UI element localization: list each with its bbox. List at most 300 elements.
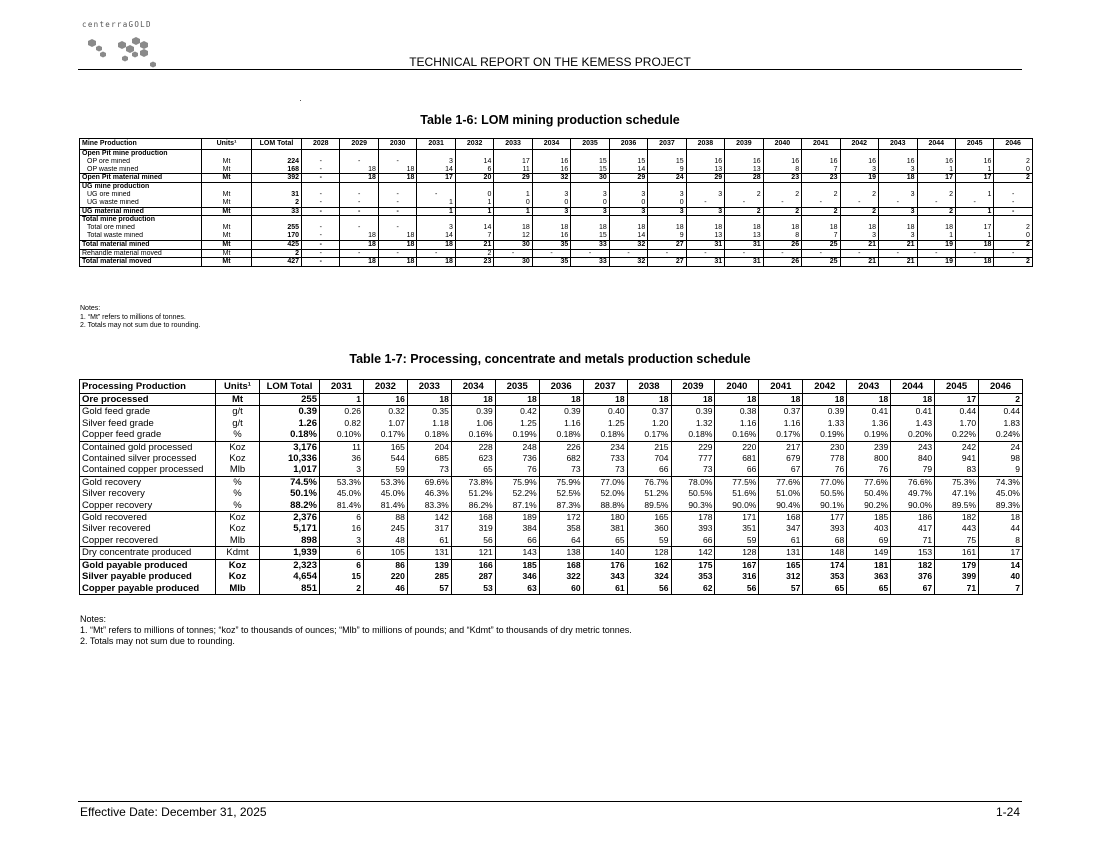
value-cell: 941 <box>935 453 979 464</box>
value-cell: 3 <box>879 166 917 174</box>
value-cell: 0.17% <box>759 429 803 441</box>
unit-cell: Mt <box>216 394 260 406</box>
value-cell: 24 <box>648 174 686 183</box>
value-cell: 90.3% <box>671 500 715 512</box>
value-cell: 50.1% <box>260 488 320 499</box>
value-cell: 73 <box>671 464 715 476</box>
value-cell: 2 <box>979 394 1023 406</box>
value-cell: 35 <box>532 258 570 267</box>
value-cell: 32 <box>609 240 647 249</box>
unit-cell: Koz <box>216 453 260 464</box>
value-cell: - <box>840 249 878 258</box>
value-cell: 81.4% <box>363 500 407 512</box>
value-cell: - <box>302 199 340 207</box>
value-cell: 1.26 <box>260 418 320 429</box>
value-cell: - <box>994 207 1032 216</box>
unit-cell <box>202 150 252 158</box>
stray-dot <box>300 100 301 101</box>
value-cell: 45.0% <box>979 488 1023 499</box>
column-header: 2036 <box>539 380 583 394</box>
value-cell <box>686 183 724 191</box>
value-cell: 66 <box>495 535 539 547</box>
value-cell: 56 <box>627 583 671 595</box>
value-cell: 83.3% <box>407 500 451 512</box>
value-cell: 66 <box>627 464 671 476</box>
value-cell: 18 <box>378 240 416 249</box>
value-cell: 6 <box>320 559 364 571</box>
column-header: 2040 <box>715 380 759 394</box>
value-cell: - <box>917 249 955 258</box>
value-cell <box>840 216 878 224</box>
value-cell: 31 <box>252 191 302 199</box>
value-cell: 18 <box>840 224 878 232</box>
value-cell: 44 <box>979 523 1023 534</box>
value-cell: 6 <box>455 166 493 174</box>
value-cell <box>340 216 378 224</box>
value-cell: 170 <box>252 232 302 240</box>
value-cell: 2 <box>320 583 364 595</box>
value-cell: 12 <box>494 232 532 240</box>
row-label: Gold recovery <box>80 476 216 488</box>
value-cell: 2 <box>252 249 302 258</box>
value-cell: 66 <box>671 535 715 547</box>
value-cell: 11 <box>320 441 364 453</box>
value-cell: 18 <box>532 224 570 232</box>
value-cell: 425 <box>252 240 302 249</box>
value-cell: 29 <box>686 174 724 183</box>
value-cell: 1 <box>494 191 532 199</box>
value-cell: 16 <box>879 158 917 166</box>
value-cell <box>955 150 993 158</box>
value-cell: 63 <box>495 583 539 595</box>
value-cell: 20 <box>455 174 493 183</box>
row-label: Rehandle material moved <box>80 249 202 258</box>
effective-date: Effective Date: December 31, 2025 <box>80 805 267 819</box>
value-cell: 25 <box>802 240 840 249</box>
value-cell <box>378 183 416 191</box>
value-cell: 0 <box>571 199 609 207</box>
value-cell: 1.32 <box>671 418 715 429</box>
value-cell: 0.17% <box>363 429 407 441</box>
table-row <box>80 488 1023 499</box>
row-label: OP waste mined <box>80 166 202 174</box>
value-cell: 3 <box>840 232 878 240</box>
table-row <box>80 571 1023 582</box>
value-cell: 88 <box>363 512 407 524</box>
unit-cell: Mt <box>202 158 252 166</box>
value-cell <box>763 183 801 191</box>
value-cell: 2 <box>252 199 302 207</box>
value-cell: - <box>417 249 455 258</box>
value-cell: 220 <box>715 441 759 453</box>
value-cell: 14 <box>417 166 455 174</box>
value-cell: 23 <box>763 174 801 183</box>
value-cell <box>532 183 570 191</box>
column-header: 2041 <box>759 380 803 394</box>
value-cell: - <box>686 249 724 258</box>
table-row <box>80 150 1033 158</box>
table-row <box>80 429 1023 441</box>
value-cell: 2 <box>994 158 1032 166</box>
value-cell <box>302 150 340 158</box>
value-cell: - <box>302 191 340 199</box>
value-cell: 185 <box>847 512 891 524</box>
value-cell: - <box>378 224 416 232</box>
value-cell: 60 <box>539 583 583 595</box>
value-cell: 165 <box>627 512 671 524</box>
value-cell <box>417 183 455 191</box>
value-cell: 73 <box>583 464 627 476</box>
value-cell: 16 <box>686 158 724 166</box>
value-cell: 1.43 <box>891 418 935 429</box>
value-cell <box>879 150 917 158</box>
value-cell: - <box>340 158 378 166</box>
table2-header-row <box>80 380 1023 394</box>
column-header: 2041 <box>802 139 840 150</box>
unit-cell: Mt <box>202 191 252 199</box>
value-cell: 45.0% <box>363 488 407 499</box>
value-cell: - <box>879 199 917 207</box>
value-cell: 393 <box>671 523 715 534</box>
column-header: 2035 <box>571 139 609 150</box>
value-cell: 0 <box>455 191 493 199</box>
value-cell <box>955 183 993 191</box>
column-header: 2033 <box>494 139 532 150</box>
value-cell: 255 <box>252 224 302 232</box>
value-cell: 73.8% <box>451 476 495 488</box>
value-cell: 17 <box>955 224 993 232</box>
unit-cell: Mlb <box>216 535 260 547</box>
value-cell: - <box>378 199 416 207</box>
column-header: 2034 <box>451 380 495 394</box>
value-cell: 31 <box>686 258 724 267</box>
value-cell: - <box>302 258 340 267</box>
column-header: Units¹ <box>216 380 260 394</box>
value-cell: 76.6% <box>891 476 935 488</box>
value-cell: - <box>917 199 955 207</box>
value-cell: 1.33 <box>803 418 847 429</box>
value-cell: 14 <box>455 224 493 232</box>
value-cell <box>609 150 647 158</box>
column-header: 2031 <box>320 380 364 394</box>
value-cell <box>571 216 609 224</box>
value-cell: 8 <box>763 232 801 240</box>
value-cell: 57 <box>759 583 803 595</box>
value-cell: 0.16% <box>715 429 759 441</box>
value-cell: 18 <box>340 240 378 249</box>
value-cell: 0.24% <box>979 429 1023 441</box>
value-cell: 23 <box>455 258 493 267</box>
column-header: 2040 <box>763 139 801 150</box>
value-cell: 0.39 <box>451 406 495 418</box>
value-cell: - <box>378 158 416 166</box>
value-cell <box>994 150 1032 158</box>
value-cell: 2 <box>917 191 955 199</box>
value-cell: - <box>378 191 416 199</box>
column-header: 2045 <box>935 380 979 394</box>
value-cell: 800 <box>847 453 891 464</box>
value-cell <box>571 150 609 158</box>
table-row <box>80 512 1023 524</box>
value-cell: 343 <box>583 571 627 582</box>
value-cell: 3 <box>840 166 878 174</box>
value-cell: 3,176 <box>260 441 320 453</box>
value-cell: - <box>302 166 340 174</box>
value-cell: 18 <box>847 394 891 406</box>
value-cell: 33 <box>252 207 302 216</box>
row-label: Dry concentrate produced <box>80 547 216 559</box>
value-cell <box>994 183 1032 191</box>
value-cell: - <box>340 191 378 199</box>
value-cell: 230 <box>803 441 847 453</box>
row-label: Open Pit material mined <box>80 174 202 183</box>
value-cell: 9 <box>979 464 1023 476</box>
unit-cell: Mt <box>202 174 252 183</box>
value-cell: 0.20% <box>891 429 935 441</box>
value-cell: 0.42 <box>495 406 539 418</box>
table-row <box>80 258 1033 267</box>
value-cell: 353 <box>803 571 847 582</box>
value-cell: 0.37 <box>627 406 671 418</box>
row-label: Total mine production <box>80 216 202 224</box>
table-row <box>80 418 1023 429</box>
value-cell: 24 <box>979 441 1023 453</box>
value-cell: 16 <box>802 158 840 166</box>
value-cell: 71 <box>891 535 935 547</box>
value-cell: 17 <box>979 547 1023 559</box>
value-cell: 131 <box>759 547 803 559</box>
column-header: 2031 <box>417 139 455 150</box>
column-header: 2033 <box>407 380 451 394</box>
column-header: 2037 <box>583 380 627 394</box>
value-cell: 1.25 <box>495 418 539 429</box>
value-cell <box>455 183 493 191</box>
value-cell: 64 <box>539 535 583 547</box>
value-cell: 77.5% <box>715 476 759 488</box>
value-cell <box>532 150 570 158</box>
value-cell: 851 <box>260 583 320 595</box>
value-cell: 89.5% <box>935 500 979 512</box>
value-cell: 346 <box>495 571 539 582</box>
row-label: UG material mined <box>80 207 202 216</box>
row-label: Copper recovered <box>80 535 216 547</box>
table-row <box>80 249 1033 258</box>
value-cell: 52.0% <box>583 488 627 499</box>
value-cell: 1.18 <box>407 418 451 429</box>
value-cell <box>917 183 955 191</box>
value-cell: 1 <box>455 199 493 207</box>
value-cell: - <box>725 199 763 207</box>
value-cell: 61 <box>407 535 451 547</box>
value-cell: 167 <box>715 559 759 571</box>
value-cell: 175 <box>671 559 715 571</box>
value-cell: 0.39 <box>671 406 715 418</box>
column-header: 2038 <box>627 380 671 394</box>
row-label: Total waste mined <box>80 232 202 240</box>
column-header: 2034 <box>532 139 570 150</box>
value-cell <box>252 150 302 158</box>
value-cell: 74.5% <box>260 476 320 488</box>
value-cell: - <box>417 191 455 199</box>
unit-cell: Mt <box>202 258 252 267</box>
value-cell: 50.5% <box>671 488 715 499</box>
value-cell: 166 <box>451 559 495 571</box>
value-cell: 2,323 <box>260 559 320 571</box>
unit-cell: Kdmt <box>216 547 260 559</box>
row-label: Total material mined <box>80 240 202 249</box>
value-cell <box>648 216 686 224</box>
value-cell: 351 <box>715 523 759 534</box>
value-cell: 0.17% <box>627 429 671 441</box>
value-cell: 18 <box>917 224 955 232</box>
value-cell: 75.3% <box>935 476 979 488</box>
value-cell: 69 <box>847 535 891 547</box>
unit-cell: Mt <box>202 249 252 258</box>
value-cell: 0 <box>532 199 570 207</box>
column-header: 2043 <box>847 380 891 394</box>
value-cell: 443 <box>935 523 979 534</box>
row-label: Gold recovered <box>80 512 216 524</box>
value-cell <box>725 183 763 191</box>
value-cell: 229 <box>671 441 715 453</box>
value-cell: 0.10% <box>320 429 364 441</box>
value-cell: 1 <box>494 207 532 216</box>
value-cell <box>302 216 340 224</box>
table-row <box>80 232 1033 240</box>
value-cell: 6 <box>320 512 364 524</box>
value-cell: 18 <box>417 258 455 267</box>
table2-note: 2. Totals may not sum due to rounding. <box>80 636 235 646</box>
value-cell: 0.41 <box>891 406 935 418</box>
value-cell: 14 <box>609 232 647 240</box>
value-cell: - <box>763 199 801 207</box>
table-row <box>80 406 1023 418</box>
value-cell: 0 <box>494 199 532 207</box>
value-cell: 86 <box>363 559 407 571</box>
value-cell: 2 <box>802 191 840 199</box>
value-cell: 30 <box>494 258 532 267</box>
value-cell: 704 <box>627 453 671 464</box>
value-cell: 180 <box>583 512 627 524</box>
report-title: TECHNICAL REPORT ON THE KEMESS PROJECT <box>409 55 691 69</box>
value-cell: 18 <box>340 232 378 240</box>
column-header: 2028 <box>302 139 340 150</box>
table-row <box>80 547 1023 559</box>
value-cell: 18 <box>725 224 763 232</box>
value-cell: 18 <box>671 394 715 406</box>
value-cell <box>686 216 724 224</box>
value-cell: 0.19% <box>495 429 539 441</box>
table-row <box>80 199 1033 207</box>
value-cell: 3 <box>648 207 686 216</box>
value-cell: 56 <box>451 535 495 547</box>
row-label: Contained gold processed <box>80 441 216 453</box>
value-cell: 2 <box>994 174 1032 183</box>
value-cell: 174 <box>803 559 847 571</box>
column-header: Mine Production <box>80 139 202 150</box>
value-cell: 2 <box>994 224 1032 232</box>
value-cell: 13 <box>725 166 763 174</box>
value-cell: 59 <box>715 535 759 547</box>
value-cell: 47.1% <box>935 488 979 499</box>
value-cell: 26 <box>763 240 801 249</box>
value-cell: 248 <box>495 441 539 453</box>
value-cell: 68 <box>803 535 847 547</box>
value-cell: 78.0% <box>671 476 715 488</box>
table-row <box>80 207 1033 216</box>
value-cell: 3 <box>648 191 686 199</box>
value-cell: 733 <box>583 453 627 464</box>
value-cell: 2 <box>917 207 955 216</box>
unit-cell: Mt <box>202 240 252 249</box>
value-cell: 161 <box>935 547 979 559</box>
value-cell: 0.16% <box>451 429 495 441</box>
column-header: 2037 <box>648 139 686 150</box>
value-cell: 18 <box>891 394 935 406</box>
value-cell: 2 <box>994 240 1032 249</box>
unit-cell: % <box>216 500 260 512</box>
row-label: Copper payable produced <box>80 583 216 595</box>
value-cell: 3 <box>417 158 455 166</box>
value-cell <box>686 150 724 158</box>
value-cell <box>648 150 686 158</box>
value-cell: 90.4% <box>759 500 803 512</box>
unit-cell: Mt <box>202 166 252 174</box>
value-cell: 177 <box>803 512 847 524</box>
value-cell: 358 <box>539 523 583 534</box>
column-header: 2032 <box>363 380 407 394</box>
value-cell <box>840 150 878 158</box>
value-cell: 15 <box>648 158 686 166</box>
value-cell: 347 <box>759 523 803 534</box>
value-cell: 18 <box>759 394 803 406</box>
value-cell: 4,654 <box>260 571 320 582</box>
value-cell: 189 <box>495 512 539 524</box>
value-cell: 1.16 <box>539 418 583 429</box>
value-cell: 65 <box>803 583 847 595</box>
value-cell: 3 <box>320 535 364 547</box>
value-cell: 59 <box>363 464 407 476</box>
value-cell: 312 <box>759 571 803 582</box>
value-cell: 57 <box>407 583 451 595</box>
value-cell: 18 <box>378 166 416 174</box>
value-cell: 18 <box>955 258 993 267</box>
value-cell: 10,336 <box>260 453 320 464</box>
value-cell: 76 <box>847 464 891 476</box>
value-cell: 142 <box>671 547 715 559</box>
value-cell: 87.3% <box>539 500 583 512</box>
value-cell: 16 <box>840 158 878 166</box>
value-cell: 69.6% <box>407 476 451 488</box>
column-header: 2030 <box>378 139 416 150</box>
value-cell: 13 <box>686 166 724 174</box>
value-cell: 15 <box>320 571 364 582</box>
value-cell: 5,171 <box>260 523 320 534</box>
value-cell: - <box>994 199 1032 207</box>
value-cell: - <box>955 199 993 207</box>
value-cell: 143 <box>495 547 539 559</box>
footer-rule <box>78 801 1022 802</box>
value-cell: 544 <box>363 453 407 464</box>
value-cell <box>917 216 955 224</box>
header-rule <box>78 69 1022 70</box>
value-cell: 76 <box>803 464 847 476</box>
value-cell: 224 <box>252 158 302 166</box>
value-cell: 18 <box>494 224 532 232</box>
processing-production-table <box>79 379 1023 595</box>
column-header: 2045 <box>955 139 993 150</box>
value-cell: 77.0% <box>803 476 847 488</box>
